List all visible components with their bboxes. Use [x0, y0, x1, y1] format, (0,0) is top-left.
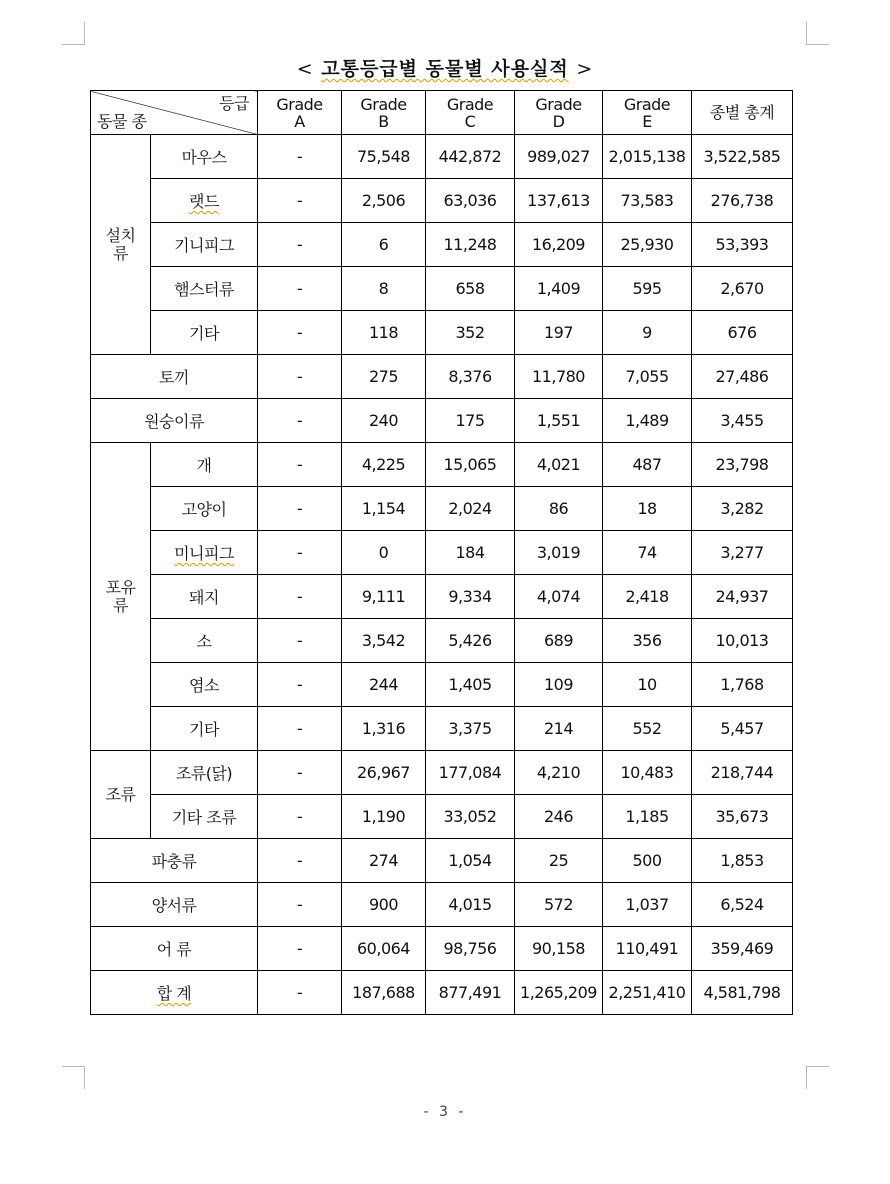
species-name: 조류(닭) [151, 751, 258, 795]
grade-value-cell: 137,613 [515, 179, 603, 223]
grade-value-cell: 1,551 [515, 399, 603, 443]
table-row [91, 487, 793, 531]
grade-value-cell: 1,489 [603, 399, 692, 443]
grade-value-cell: 8 [342, 267, 426, 311]
grade-value-cell: 275 [342, 355, 426, 399]
table-row [91, 707, 793, 751]
grade-value-cell: 197 [515, 311, 603, 355]
grade-value-cell: 0 [342, 531, 426, 575]
species-total-cell: 218,744 [692, 751, 793, 795]
grade-value-cell: - [258, 927, 342, 971]
grade-value-cell: 2,015,138 [603, 135, 692, 179]
grade-value-cell: 33,052 [426, 795, 515, 839]
grade-value-cell: 900 [342, 883, 426, 927]
grade-value-cell: 500 [603, 839, 692, 883]
grade-value-cell: 6 [342, 223, 426, 267]
header-grade-b: Grade B [342, 91, 426, 135]
species-total-cell: 23,798 [692, 443, 793, 487]
species-total-cell: 5,457 [692, 707, 793, 751]
grade-value-cell: - [258, 135, 342, 179]
grade-value-cell: 4,225 [342, 443, 426, 487]
grade-value-cell: - [258, 487, 342, 531]
species-total-cell: 3,522,585 [692, 135, 793, 179]
grade-value-cell: 3,019 [515, 531, 603, 575]
page-title [0, 54, 890, 81]
grade-value-cell: 4,074 [515, 575, 603, 619]
grade-value-cell: 658 [426, 267, 515, 311]
table-row [91, 663, 793, 707]
table-row [91, 223, 793, 267]
table-row [91, 311, 793, 355]
table-row [91, 531, 793, 575]
species-name: 기타 조류 [151, 795, 258, 839]
table-row [91, 839, 793, 883]
species-name: 원숭이류 [91, 399, 258, 443]
corner-species-label: 동물 종 [97, 112, 147, 131]
grade-value-cell: 25 [515, 839, 603, 883]
species-name: 합 계 [91, 971, 258, 1015]
table-row [91, 751, 793, 795]
grade-value-cell: 487 [603, 443, 692, 487]
species-total-cell: 53,393 [692, 223, 793, 267]
crop-mark-top-right [806, 22, 829, 45]
grade-value-cell: 1,409 [515, 267, 603, 311]
grade-value-cell: - [258, 751, 342, 795]
species-name: 고양이 [151, 487, 258, 531]
grade-value-cell: 442,872 [426, 135, 515, 179]
grade-value-cell: - [258, 443, 342, 487]
species-total-cell: 276,738 [692, 179, 793, 223]
species-name: 토끼 [91, 355, 258, 399]
corner-grade-label: 등급 [219, 94, 249, 113]
grade-value-cell: - [258, 971, 342, 1015]
title-text: 고통등급별 동물별 사용실적 [321, 58, 569, 80]
header-grade-e: Grade E [603, 91, 692, 135]
crop-mark-bottom-left [62, 1066, 85, 1089]
species-total-cell: 1,768 [692, 663, 793, 707]
grade-value-cell: 356 [603, 619, 692, 663]
grade-value-cell: 877,491 [426, 971, 515, 1015]
grade-value-cell: - [258, 619, 342, 663]
grade-value-cell: 9,334 [426, 575, 515, 619]
grade-value-cell: 26,967 [342, 751, 426, 795]
species-name: 미니피그 [151, 531, 258, 575]
species-name: 마우스 [151, 135, 258, 179]
species-name: 파충류 [91, 839, 258, 883]
grade-value-cell: 75,548 [342, 135, 426, 179]
grade-value-cell: - [258, 223, 342, 267]
grade-value-cell: 60,064 [342, 927, 426, 971]
grade-value-cell: - [258, 355, 342, 399]
grade-value-cell: - [258, 399, 342, 443]
usage-table [90, 90, 793, 1015]
grade-value-cell: 110,491 [603, 927, 692, 971]
grade-value-cell: 5,426 [426, 619, 515, 663]
grade-value-cell: 10 [603, 663, 692, 707]
table-row [91, 355, 793, 399]
grade-value-cell: - [258, 267, 342, 311]
grade-value-cell: 90,158 [515, 927, 603, 971]
header-grade-a: Grade A [258, 91, 342, 135]
grade-value-cell: 73,583 [603, 179, 692, 223]
grade-value-cell: - [258, 179, 342, 223]
grade-value-cell: - [258, 883, 342, 927]
grade-value-cell: 8,376 [426, 355, 515, 399]
species-total-cell: 4,581,798 [692, 971, 793, 1015]
grade-value-cell: 1,316 [342, 707, 426, 751]
group-label-rodents: 설치 류 [91, 135, 151, 355]
grade-value-cell: - [258, 795, 342, 839]
grade-value-cell: 118 [342, 311, 426, 355]
table-row [91, 971, 793, 1015]
grade-value-cell: 2,418 [603, 575, 692, 619]
grade-value-cell: 989,027 [515, 135, 603, 179]
grade-value-cell: 10,483 [603, 751, 692, 795]
species-name: 기타 [151, 707, 258, 751]
table-row [91, 443, 793, 487]
species-name: 염소 [151, 663, 258, 707]
species-name: 소 [151, 619, 258, 663]
species-name: 개 [151, 443, 258, 487]
grade-value-cell: 240 [342, 399, 426, 443]
grade-value-cell: 689 [515, 619, 603, 663]
grade-value-cell: 1,265,209 [515, 971, 603, 1015]
species-name: 랫드 [151, 179, 258, 223]
crop-mark-top-left [62, 22, 85, 45]
table-row [91, 795, 793, 839]
grade-value-cell: 15,065 [426, 443, 515, 487]
species-total-cell: 2,670 [692, 267, 793, 311]
header-row [91, 91, 793, 135]
grade-value-cell: 4,021 [515, 443, 603, 487]
table-row [91, 619, 793, 663]
grade-value-cell: 184 [426, 531, 515, 575]
species-name: 햄스터류 [151, 267, 258, 311]
grade-value-cell: 595 [603, 267, 692, 311]
grade-value-cell: 4,210 [515, 751, 603, 795]
grade-value-cell: 1,037 [603, 883, 692, 927]
species-name: 기니피그 [151, 223, 258, 267]
grade-value-cell: 11,780 [515, 355, 603, 399]
header-grade-c: Grade C [426, 91, 515, 135]
header-total: 종별 총계 [692, 91, 793, 135]
table-row [91, 575, 793, 619]
grade-value-cell: 86 [515, 487, 603, 531]
title-open-bracket: < [296, 58, 314, 80]
grade-value-cell: 1,154 [342, 487, 426, 531]
title-close-bracket: > [576, 58, 594, 80]
table-row [91, 179, 793, 223]
grade-value-cell: 98,756 [426, 927, 515, 971]
species-total-cell: 24,937 [692, 575, 793, 619]
grade-value-cell: 9 [603, 311, 692, 355]
species-total-cell: 10,013 [692, 619, 793, 663]
group-label-birds: 조류 [91, 751, 151, 839]
header-grade-d: Grade D [515, 91, 603, 135]
grade-value-cell: 175 [426, 399, 515, 443]
grade-value-cell: - [258, 663, 342, 707]
table-row [91, 399, 793, 443]
species-name: 기타 [151, 311, 258, 355]
table-row [91, 927, 793, 971]
corner-header-cell [91, 91, 258, 135]
grade-value-cell: 177,084 [426, 751, 515, 795]
grade-value-cell: 274 [342, 839, 426, 883]
grade-value-cell: 63,036 [426, 179, 515, 223]
grade-value-cell: - [258, 531, 342, 575]
grade-value-cell: 572 [515, 883, 603, 927]
grade-value-cell: 244 [342, 663, 426, 707]
grade-value-cell: 2,506 [342, 179, 426, 223]
grade-value-cell: 2,024 [426, 487, 515, 531]
grade-value-cell: 352 [426, 311, 515, 355]
grade-value-cell: 18 [603, 487, 692, 531]
crop-mark-bottom-right [806, 1066, 829, 1089]
grade-value-cell: 11,248 [426, 223, 515, 267]
grade-value-cell: 1,190 [342, 795, 426, 839]
species-total-cell: 3,277 [692, 531, 793, 575]
species-total-cell: 6,524 [692, 883, 793, 927]
grade-value-cell: 1,405 [426, 663, 515, 707]
table-row [91, 267, 793, 311]
grade-value-cell: 9,111 [342, 575, 426, 619]
grade-value-cell: 16,209 [515, 223, 603, 267]
species-total-cell: 1,853 [692, 839, 793, 883]
species-total-cell: 359,469 [692, 927, 793, 971]
page-number: - 3 - [423, 1104, 467, 1120]
species-name: 양서류 [91, 883, 258, 927]
table-row [91, 883, 793, 927]
species-total-cell: 27,486 [692, 355, 793, 399]
species-total-cell: 676 [692, 311, 793, 355]
grade-value-cell: 246 [515, 795, 603, 839]
species-name: 어 류 [91, 927, 258, 971]
grade-value-cell: 187,688 [342, 971, 426, 1015]
grade-value-cell: 552 [603, 707, 692, 751]
grade-value-cell: 2,251,410 [603, 971, 692, 1015]
grade-value-cell: 25,930 [603, 223, 692, 267]
grade-value-cell: 109 [515, 663, 603, 707]
grade-value-cell: 7,055 [603, 355, 692, 399]
grade-value-cell: - [258, 311, 342, 355]
grade-value-cell: - [258, 575, 342, 619]
grade-value-cell: 3,375 [426, 707, 515, 751]
grade-value-cell: 74 [603, 531, 692, 575]
grade-value-cell: 214 [515, 707, 603, 751]
species-name: 돼지 [151, 575, 258, 619]
grade-value-cell: 4,015 [426, 883, 515, 927]
group-label-mammals: 포유 류 [91, 443, 151, 751]
grade-value-cell: - [258, 707, 342, 751]
species-total-cell: 3,282 [692, 487, 793, 531]
species-total-cell: 3,455 [692, 399, 793, 443]
grade-value-cell: 3,542 [342, 619, 426, 663]
grade-value-cell: 1,185 [603, 795, 692, 839]
grade-value-cell: 1,054 [426, 839, 515, 883]
table-row [91, 135, 793, 179]
species-total-cell: 35,673 [692, 795, 793, 839]
grade-value-cell: - [258, 839, 342, 883]
